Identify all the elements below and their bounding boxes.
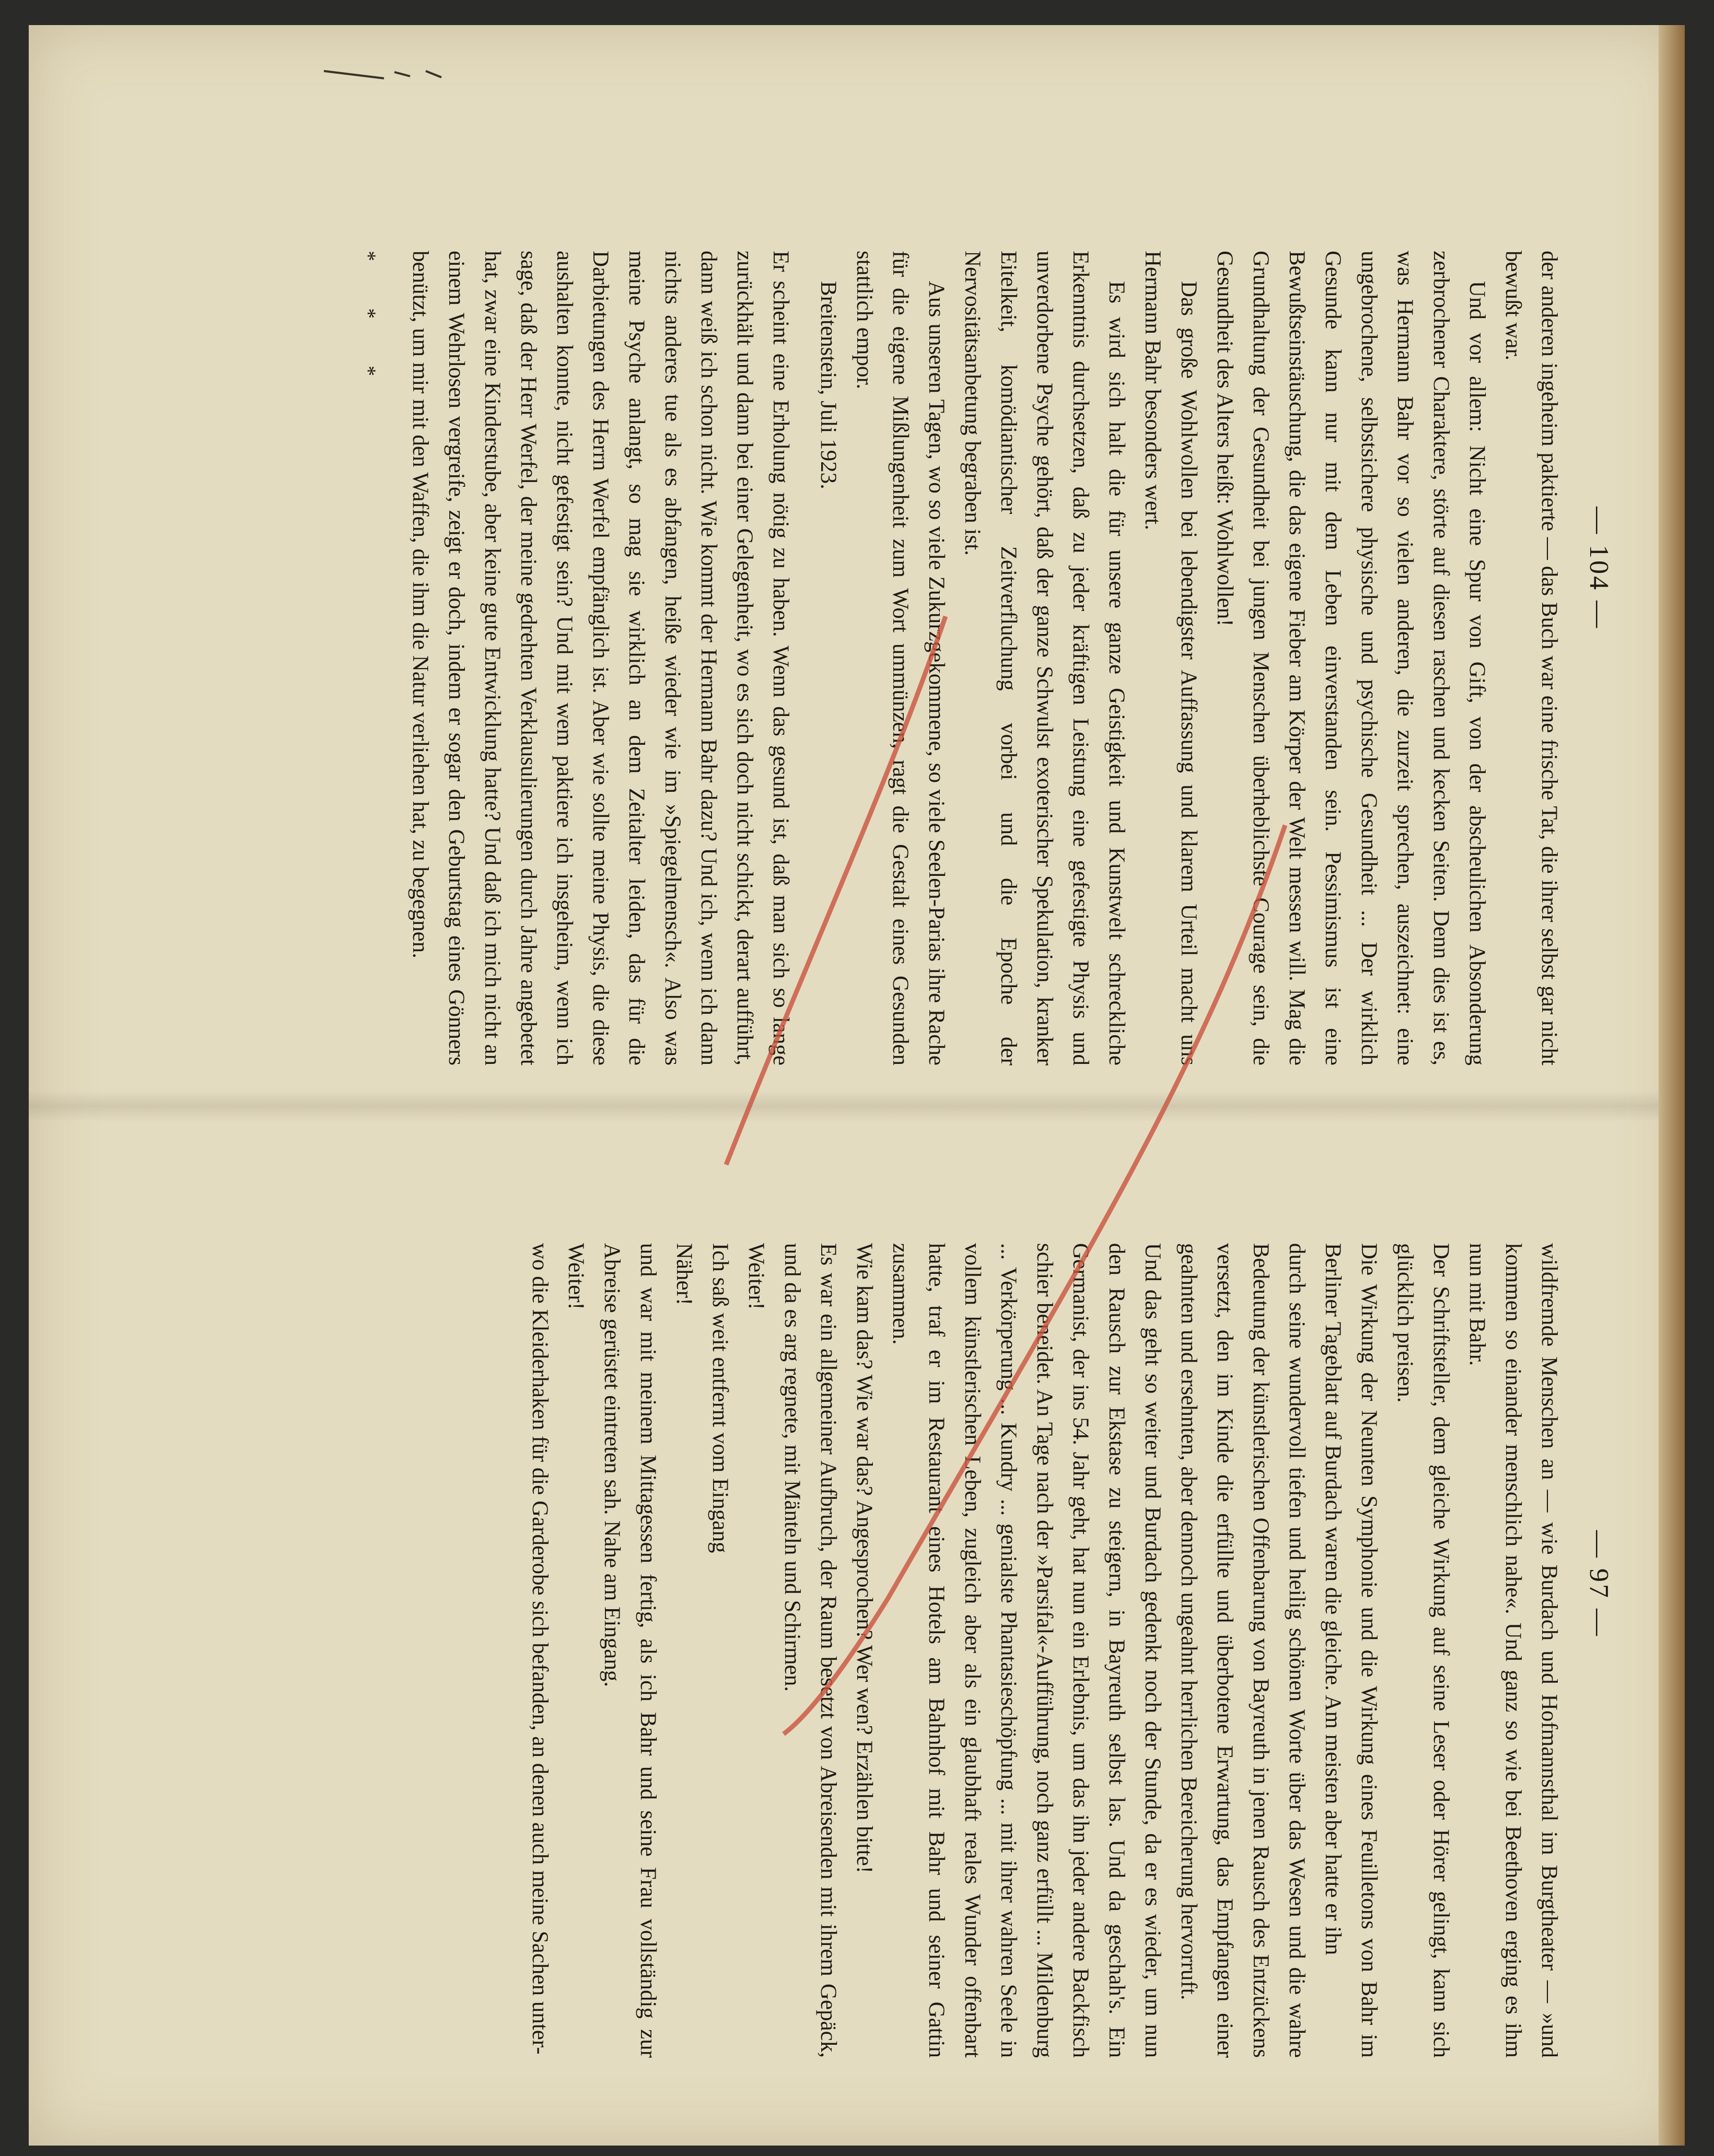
paragraph: der anderen ingeheim paktierte — das Buch war eine frische Tat, die ihrer selbst gar nicht bewußt war.	[1501, 251, 1561, 1065]
dateline: Breitenstein, Juli 1923.	[816, 281, 841, 489]
paragraph: Wie kam das? Wie war das? Angesprochen? Wer wen? Erzählen bitte!	[852, 1243, 877, 1873]
red-stroke-upper	[726, 616, 946, 1165]
paragraph: Die Wirkung der Neunten Symphonie und die Wirkung eines Feuilletons von Bahr im Berliner Tageblatt auf Burdach waren die gleiche. Am meisten aber hatte er ihn	[1321, 1243, 1381, 2058]
paragraph: Weiter!	[564, 1243, 588, 1310]
quotation: Ich saß weit entfernt vom Eingang	[708, 1243, 732, 1553]
section-stars: * * *	[357, 251, 380, 397]
paragraph: Und das geht so weiter und Burdach gedenkt noch der Stunde, da er es wieder, um nun den Rausch zur Ekstase zu steigern, in Bayreuth selbst las. Und da geschah's. Ein Germanist, der ins 54. Jahr geht, hat nun ein Erlebnis, um das ihn jeder andere Backfisch schier beneidet. An Tage nach der »Parsifal«-Aufführung, noch ganz erfüllt ... Mildenburg ... Verkörperung ... Kundry ... genialste Phantasieschöpfung ... mit ihrer wahren Seele in vollem künstlerischen Leben, zugleich aber als ein glaubhaft reales Wunder offenbart hatte, traf er im Restaurant eines Hotels am Bahnhof mit Bahr und seiner Gattin zusammen.	[888, 1243, 1165, 2058]
paragraph: Weiter!	[744, 1243, 768, 1310]
quotation: Es war ein allgemeiner Aufbruch, der Raum besetzt von Abreisenden mit ihrem Gepäck, und da es arg regnete, mit Mänteln und Schirmen.	[780, 1243, 841, 2058]
paragraph: Der Schriftsteller, dem gleiche Wirkung auf seine Leser oder Hörer gelingt, kann sich glücklich preisen.	[1393, 1243, 1453, 2058]
paragraph: Näher!	[672, 1243, 696, 1306]
paragraph: Aus unseren Tagen, wo so viele Zukurzgekommene, so viele Seelen-Parias ihre Rache für die eigene Mißlungenheit zum Wort ummünzen, ragt die Gestalt eines Gesunden stattlich empor.	[852, 251, 949, 1065]
quotation: wo die Kleiderhaken für die Garderobe sich befanden, an denen auch meine Sachen unter-	[528, 1243, 552, 2055]
quotation: und war mit meinem Mittagessen fertig, als ich Bahr und seine Frau vollständig zur Abreise gerüstet eintreten sah. Nahe am Eingang.	[600, 1243, 660, 2058]
paragraph: Das große Wohlwollen bei lebendigster Auffassung und klarem Urteil macht uns Hermann Bahr besonders wert.	[1140, 251, 1201, 1065]
page-number-97: — 97 —	[1584, 1530, 1614, 1638]
quotation: durch seine wundervoll tiefen und heilig schönen Worte über das Wesen und die wahre Bedeutung der künstlerischen Offenbarung von Bayreuth in jenen Rausch des Entzückens versetzt, den im Kinde die erfüllte und überbotene Erwartung, das Empfangen einer geahnten und ersehnten, aber dennoch ungeahnt herrlichen Bereicherung hervorruft.	[1176, 1243, 1309, 2058]
paragraph: Es wird sich halt die für unsere ganze Geistigkeit und Kunstwelt schreckliche Erkenntnis durchsetzen, daß zu jeder kräftigen Leistung eine gefestigte Physis und unverdorbene Psyche gehört, daß der ganze Schwulst exoterischer Spekulation, kranker Eitelkeit, komödiantischer Zeitverfluchung vorbei und die Epoche der Nervositätsanbetung begraben ist.	[960, 251, 1129, 1065]
page-number: — 104 —	[1584, 507, 1614, 630]
paragraph: Er scheint eine Erholung nötig zu haben. Wenn das gesund ist, daß man sich so lange zurückhält und dann bei einer Gelegenheit, wo es sich doch nicht schickt, derart aufführt, dann weiß ich schon nicht. Wie kommt der Hermann Bahr dazu? Und ich, wenn ich dann nichts anderes tue als es abfangen, heiße wieder wie im »Spiegelmensch«. Also was meine Psyche anlangt, so mag sie wirklich an dem Zeitalter leiden, das für die Darbietungen des Herrn Werfel empfänglich ist. Aber wie sollte meine Physis, die diese aushalten konnte, nicht gefestigt sein? Und mit wem paktiere ich insgeheim, wenn ich sage, daß der Herr Werfel, der meine gedrehten Verklausulierungen durch Jahre angebetet hat, zwar eine Kinderstube, aber keine gute Entwicklung hatte? Und daß ich mich nicht an einem Wehrlosen vergreife, zeigt er doch, indem er sogar den Geburtstag eines Gönners benützt, um mir mit den Waffen, die ihm die Natur verliehen hat, zu begegnen.	[408, 251, 793, 1065]
paragraph: wildfremde Menschen an — wie Burdach und Hofmannsthal im Burgtheater — »und kommen so einander menschlich nahe«. Und ganz so wie bei Beethoven erging es ihm nun mit Bahr.	[1465, 1243, 1561, 2058]
paragraph: Und vor allem: Nicht eine Spur von Gift, von der abscheulichen Absonderung zerbrochener Charaktere, störte auf diesen raschen und kecken Seiten. Denn dies ist es, was Hermann Bahr vor so vielen anderen, die zurzeit sprechen, auszeichnet: eine ungebrochene, selbstsichere physische und psychische Gesundheit ... Der wirklich Gesunde kann nur mit dem Leben einverstanden sein. Pessimismus ist eine Bewußtseinstäuschung, die das eigene Fieber am Körper der Welt messen will. Mag die Grundhaltung der Gesundheit bei jungen Menschen überheblichste Courage sein, die Gesundheit des Alters heißt: Wohlwollen!	[1212, 251, 1489, 1065]
red-stroke-lower	[784, 825, 1285, 1734]
